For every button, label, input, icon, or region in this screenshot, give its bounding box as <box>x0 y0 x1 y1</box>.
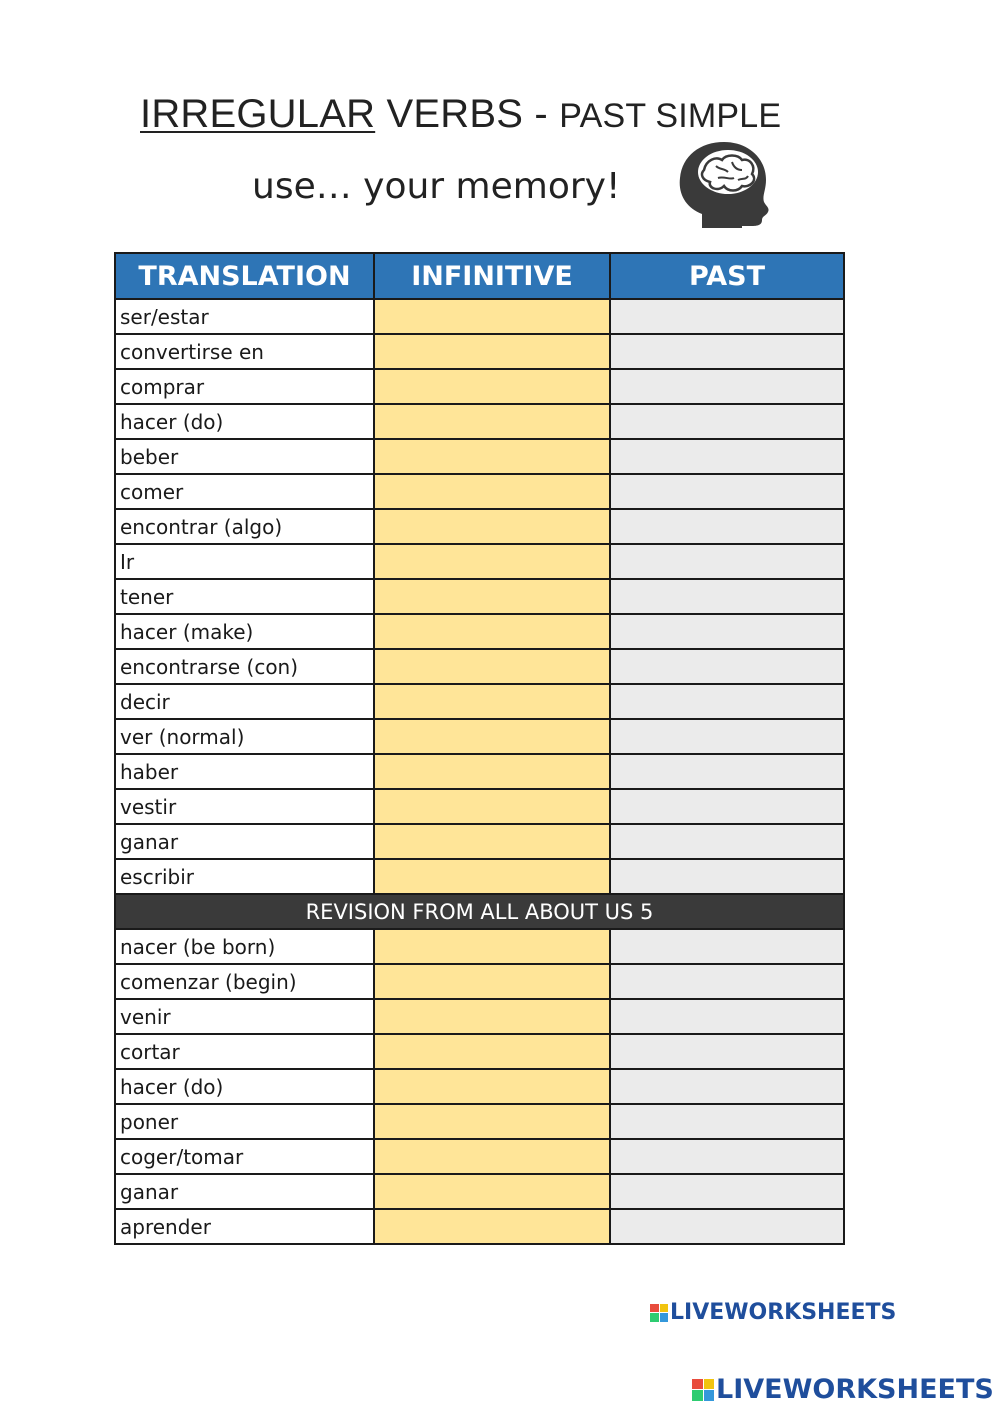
table-row <box>115 334 844 369</box>
table-row <box>115 614 844 649</box>
table-row <box>115 859 844 894</box>
table-row <box>115 719 844 754</box>
past-answer-cell[interactable] <box>610 1069 844 1104</box>
liveworksheets-logo-icon <box>650 1304 668 1322</box>
watermark-text: LIVEWORKSHEETS <box>670 1300 897 1325</box>
infinitive-answer-cell[interactable] <box>374 649 610 684</box>
table-row <box>115 1139 844 1174</box>
table-row <box>115 544 844 579</box>
section-row <box>115 894 844 929</box>
translation-cell: poner <box>115 1104 374 1139</box>
past-answer-cell[interactable] <box>610 439 844 474</box>
infinitive-answer-cell[interactable] <box>374 1209 610 1244</box>
table-header-row <box>115 253 844 299</box>
infinitive-answer-cell[interactable] <box>374 544 610 579</box>
past-answer-cell[interactable] <box>610 1209 844 1244</box>
table-row <box>115 1209 844 1244</box>
past-answer-cell[interactable] <box>610 579 844 614</box>
table-row <box>115 1174 844 1209</box>
infinitive-answer-cell[interactable] <box>374 369 610 404</box>
translation-cell: Ir <box>115 544 374 579</box>
past-answer-cell[interactable] <box>610 404 844 439</box>
past-answer-cell[interactable] <box>610 1034 844 1069</box>
translation-cell: coger/tomar <box>115 1139 374 1174</box>
translation-cell: encontrar (algo) <box>115 509 374 544</box>
translation-cell: ganar <box>115 1174 374 1209</box>
infinitive-answer-cell[interactable] <box>374 1034 610 1069</box>
past-answer-cell[interactable] <box>610 649 844 684</box>
infinitive-answer-cell[interactable] <box>374 859 610 894</box>
translation-cell: hacer (do) <box>115 404 374 439</box>
verbs-table <box>114 252 845 1245</box>
infinitive-answer-cell[interactable] <box>374 614 610 649</box>
infinitive-answer-cell[interactable] <box>374 1069 610 1104</box>
translation-cell: haber <box>115 754 374 789</box>
past-answer-cell[interactable] <box>610 789 844 824</box>
title-irregular: IRREGULAR <box>140 92 376 136</box>
liveworksheets-logo-icon <box>692 1379 714 1401</box>
translation-cell: convertirse en <box>115 334 374 369</box>
translation-cell: comprar <box>115 369 374 404</box>
title-verbs: VERBS - <box>375 92 560 136</box>
translation-cell: ser/estar <box>115 299 374 334</box>
past-answer-cell[interactable] <box>610 859 844 894</box>
table-row <box>115 579 844 614</box>
infinitive-answer-cell[interactable] <box>374 1174 610 1209</box>
infinitive-answer-cell[interactable] <box>374 684 610 719</box>
head-with-brain-icon <box>672 140 772 232</box>
table-row <box>115 1034 844 1069</box>
infinitive-answer-cell[interactable] <box>374 754 610 789</box>
infinitive-answer-cell[interactable] <box>374 299 610 334</box>
past-answer-cell[interactable] <box>610 544 844 579</box>
past-answer-cell[interactable] <box>610 824 844 859</box>
infinitive-answer-cell[interactable] <box>374 579 610 614</box>
translation-cell: beber <box>115 439 374 474</box>
translation-cell: escribir <box>115 859 374 894</box>
liveworksheets-footer-logo[interactable] <box>692 1374 994 1405</box>
infinitive-answer-cell[interactable] <box>374 719 610 754</box>
past-answer-cell[interactable] <box>610 1174 844 1209</box>
title-past-simple: PAST SIMPLE <box>559 97 782 135</box>
translation-cell: nacer (be born) <box>115 929 374 964</box>
past-answer-cell[interactable] <box>610 614 844 649</box>
infinitive-answer-cell[interactable] <box>374 474 610 509</box>
past-answer-cell[interactable] <box>610 754 844 789</box>
past-answer-cell[interactable] <box>610 684 844 719</box>
past-answer-cell[interactable] <box>610 369 844 404</box>
table-row <box>115 369 844 404</box>
header-translation: TRANSLATION <box>115 253 374 299</box>
header-infinitive: INFINITIVE <box>374 253 610 299</box>
translation-cell: vestir <box>115 789 374 824</box>
translation-cell: ver (normal) <box>115 719 374 754</box>
infinitive-answer-cell[interactable] <box>374 334 610 369</box>
table-row <box>115 789 844 824</box>
section-label: REVISION FROM ALL ABOUT US 5 <box>115 894 844 929</box>
table-row <box>115 299 844 334</box>
table-row <box>115 1069 844 1104</box>
past-answer-cell[interactable] <box>610 1104 844 1139</box>
table-row <box>115 929 844 964</box>
infinitive-answer-cell[interactable] <box>374 824 610 859</box>
past-answer-cell[interactable] <box>610 999 844 1034</box>
table-row <box>115 509 844 544</box>
translation-cell: venir <box>115 999 374 1034</box>
infinitive-answer-cell[interactable] <box>374 1139 610 1174</box>
worksheet-subtitle: use… your memory! <box>252 166 621 207</box>
infinitive-answer-cell[interactable] <box>374 1104 610 1139</box>
infinitive-answer-cell[interactable] <box>374 509 610 544</box>
translation-cell: decir <box>115 684 374 719</box>
infinitive-answer-cell[interactable] <box>374 964 610 999</box>
infinitive-answer-cell[interactable] <box>374 929 610 964</box>
past-answer-cell[interactable] <box>610 929 844 964</box>
header-past: PAST <box>610 253 844 299</box>
liveworksheets-watermark <box>650 1300 896 1325</box>
translation-cell: hacer (do) <box>115 1069 374 1104</box>
past-answer-cell[interactable] <box>610 719 844 754</box>
footer-logo-text: LIVEWORKSHEETS <box>716 1374 994 1405</box>
translation-cell: encontrarse (con) <box>115 649 374 684</box>
table-row <box>115 649 844 684</box>
table-row <box>115 754 844 789</box>
past-answer-cell[interactable] <box>610 474 844 509</box>
past-answer-cell[interactable] <box>610 1139 844 1174</box>
table-row <box>115 999 844 1034</box>
translation-cell: comer <box>115 474 374 509</box>
table-row <box>115 684 844 719</box>
past-answer-cell[interactable] <box>610 334 844 369</box>
table-row <box>115 1104 844 1139</box>
table-row <box>115 964 844 999</box>
past-answer-cell[interactable] <box>610 509 844 544</box>
table-row <box>115 404 844 439</box>
translation-cell: cortar <box>115 1034 374 1069</box>
table-row <box>115 474 844 509</box>
past-answer-cell[interactable] <box>610 964 844 999</box>
infinitive-answer-cell[interactable] <box>374 789 610 824</box>
worksheet-title <box>140 90 781 140</box>
infinitive-answer-cell[interactable] <box>374 404 610 439</box>
translation-cell: aprender <box>115 1209 374 1244</box>
translation-cell: ganar <box>115 824 374 859</box>
translation-cell: tener <box>115 579 374 614</box>
table-row <box>115 824 844 859</box>
table-row <box>115 439 844 474</box>
past-answer-cell[interactable] <box>610 299 844 334</box>
translation-cell: hacer (make) <box>115 614 374 649</box>
infinitive-answer-cell[interactable] <box>374 999 610 1034</box>
infinitive-answer-cell[interactable] <box>374 439 610 474</box>
translation-cell: comenzar (begin) <box>115 964 374 999</box>
